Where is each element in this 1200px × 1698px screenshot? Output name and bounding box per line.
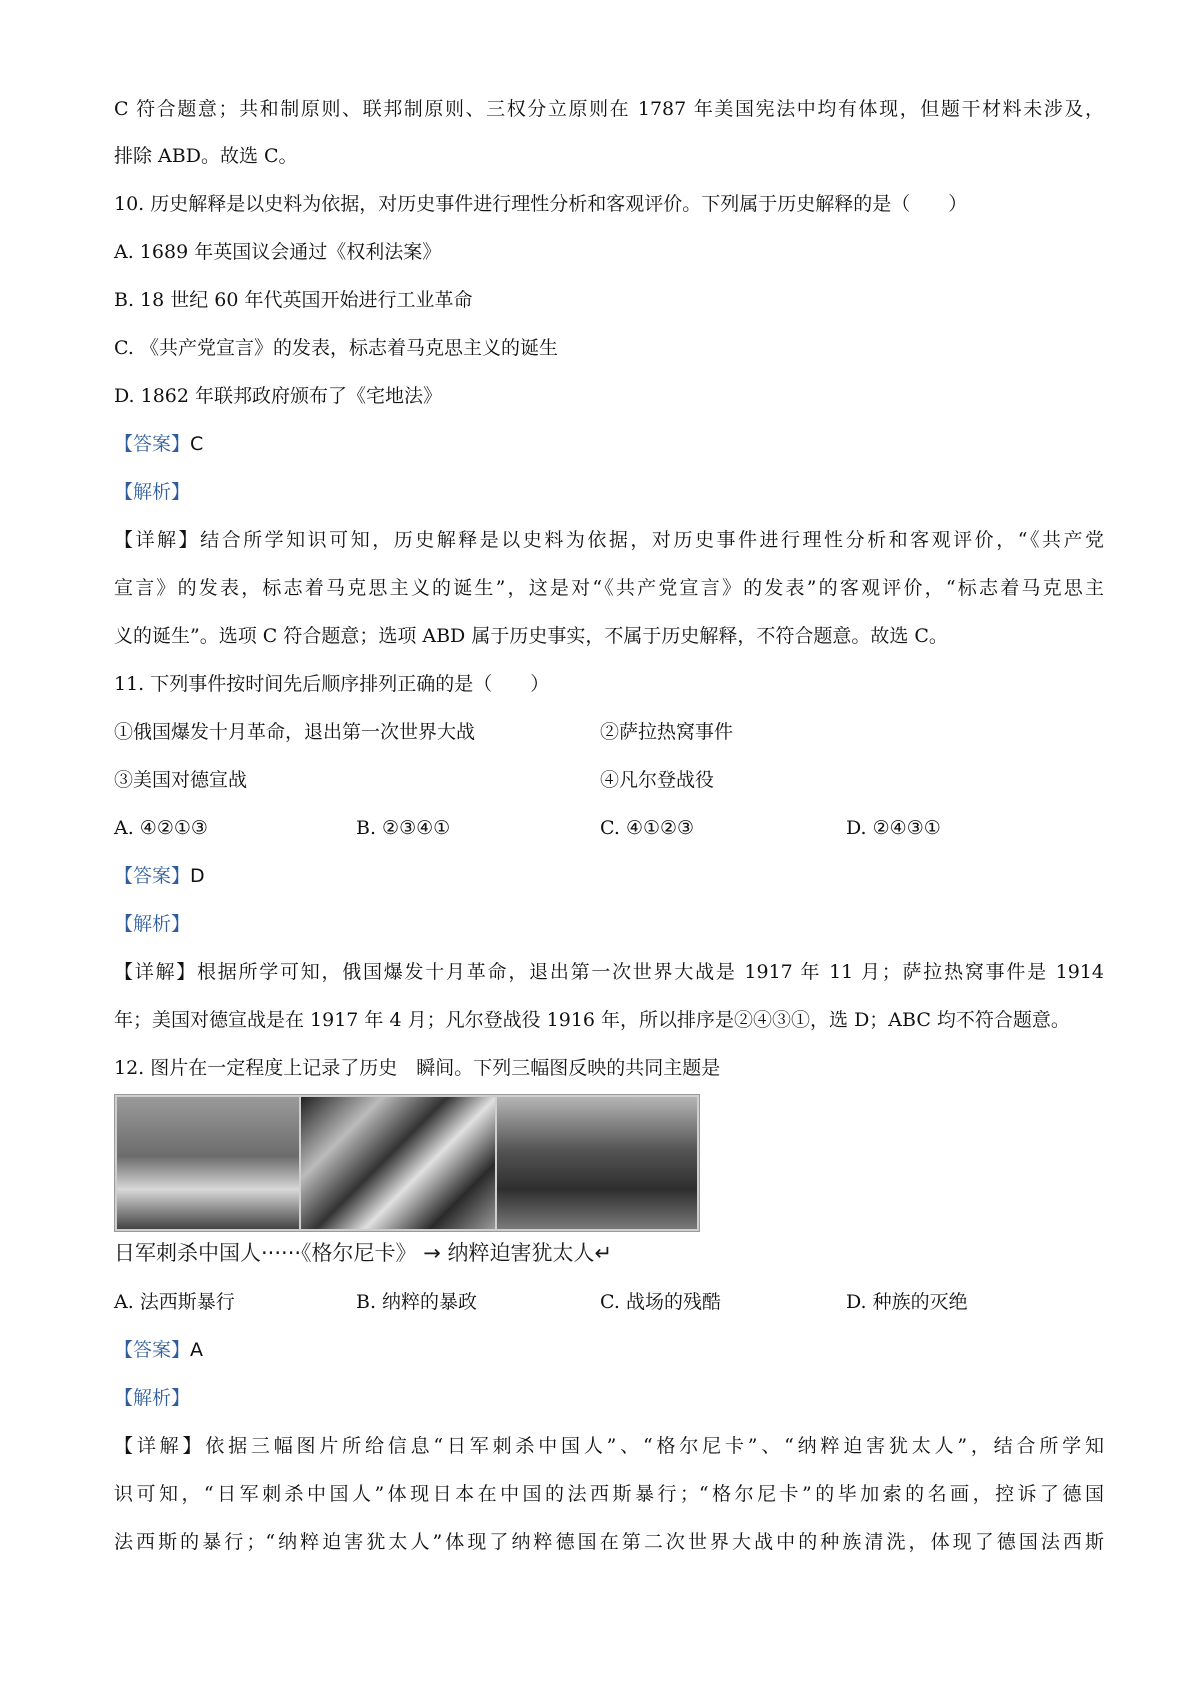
paragraph-line: 排除 ABD。故选 C。 bbox=[114, 145, 298, 167]
q11-detail-line: 年；美国对德宣战是在 1917 年 4 月；凡尔登战役 1916 年，所以排序是②④③①，选 D；ABC 均不符合题意。 bbox=[114, 1009, 1070, 1031]
q11-item-3: ③美国对德宣战 bbox=[114, 769, 248, 791]
q12-answer bbox=[114, 1338, 203, 1362]
detail-text: 依据三幅图片所给信息“日军刺杀中国人”、“格尔尼卡”、“纳粹迫害犹太人”，结合所学知 bbox=[205, 1435, 1104, 1457]
q11-answer bbox=[114, 864, 205, 888]
photo-japanese-bayonet bbox=[117, 1097, 299, 1229]
photo-guernica bbox=[301, 1097, 495, 1229]
question-11: 11. 下列事件按时间先后顺序排列正确的是（ ） bbox=[114, 673, 550, 695]
q11-item-4: ④凡尔登战役 bbox=[600, 769, 715, 791]
q11-option-d: D. ②④③① bbox=[846, 817, 941, 839]
q11-analysis-label: 【解析】 bbox=[114, 913, 191, 935]
q12-detail-line: 识可知，“日军刺杀中国人”体现日本在中国的法西斯暴行；“格尔尼卡”的毕加索的名画，控诉了德国 bbox=[114, 1483, 1104, 1505]
photos-caption: 日军刺杀中国人······《格尔尼卡》 → 纳粹迫害犹太人↵ bbox=[114, 1241, 613, 1265]
question-12: 12. 图片在一定程度上记录了历史 瞬间。下列三幅图反映的共同主题是 bbox=[114, 1057, 721, 1079]
q12-option-c: C. 战场的残酷 bbox=[600, 1291, 721, 1313]
answer-label: 【答案】 bbox=[114, 865, 191, 887]
answer-label: 【答案】 bbox=[114, 1339, 191, 1361]
detail-text: 结合所学知识可知，历史解释是以史料为依据，对历史事件进行理性分析和客观评价，“《共产党 bbox=[200, 529, 1104, 551]
q10-analysis-label: 【解析】 bbox=[114, 481, 191, 503]
q11-detail-line bbox=[114, 960, 1104, 984]
answer-value: D bbox=[190, 865, 205, 887]
q10-option-a: A. 1689 年英国议会通过《权利法案》 bbox=[114, 241, 442, 263]
q10-answer bbox=[114, 432, 203, 456]
detail-label: 【详解】 bbox=[114, 529, 201, 551]
q10-option-c: C. 《共产党宣言》的发表，标志着马克思主义的诞生 bbox=[114, 337, 558, 359]
paragraph-line: C 符合题意；共和制原则、联邦制原则、三权分立原则在 1787 年美国宪法中均有体现，但题干材料未涉及， bbox=[114, 98, 1104, 120]
answer-label: 【答案】 bbox=[114, 433, 191, 455]
historical-photos bbox=[114, 1094, 700, 1232]
detail-label: 【详解】 bbox=[114, 1435, 206, 1457]
q11-option-b: B. ②③④① bbox=[356, 817, 451, 839]
q12-option-d: D. 种族的灭绝 bbox=[846, 1291, 968, 1313]
q11-option-a: A. ④②①③ bbox=[114, 817, 208, 839]
photo-nazi-persecution bbox=[497, 1097, 697, 1229]
q10-detail-line: 宣言》的发表，标志着马克思主义的诞生”，这是对“《共产党宣言》的发表”的客观评价，“标志着马克思主 bbox=[114, 577, 1104, 599]
q11-item-1: ①俄国爆发十月革命，退出第一次世界大战 bbox=[114, 721, 476, 743]
q10-option-d: D. 1862 年联邦政府颁布了《宅地法》 bbox=[114, 385, 443, 407]
detail-label: 【详解】 bbox=[114, 961, 198, 983]
q12-analysis-label: 【解析】 bbox=[114, 1387, 191, 1409]
detail-text: 根据所学可知，俄国爆发十月革命，退出第一次世界大战是 1917 年 11 月；萨拉热窝事件是 1914 bbox=[197, 961, 1104, 983]
q10-detail-line: 义的诞生”。选项 C 符合题意；选项 ABD 属于历史事实，不属于历史解释，不符合题意。故选 C。 bbox=[114, 625, 948, 647]
q11-option-c: C. ④①②③ bbox=[600, 817, 695, 839]
q12-option-b: B. 纳粹的暴政 bbox=[356, 1291, 478, 1313]
q12-option-a: A. 法西斯暴行 bbox=[114, 1291, 235, 1313]
q10-detail-line bbox=[114, 528, 1104, 552]
answer-value: A bbox=[190, 1339, 204, 1361]
q11-item-2: ②萨拉热窝事件 bbox=[600, 721, 734, 743]
q12-detail-line: 法西斯的暴行；“纳粹迫害犹太人”体现了纳粹德国在第二次世界大战中的种族清洗，体现了德国法西斯 bbox=[114, 1531, 1104, 1553]
question-10: 10. 历史解释是以史料为依据，对历史事件进行理性分析和客观评价。下列属于历史解释的是（ ） bbox=[114, 193, 968, 215]
answer-value: C bbox=[190, 433, 204, 455]
q10-option-b: B. 18 世纪 60 年代英国开始进行工业革命 bbox=[114, 289, 473, 311]
q12-detail-line bbox=[114, 1434, 1104, 1458]
